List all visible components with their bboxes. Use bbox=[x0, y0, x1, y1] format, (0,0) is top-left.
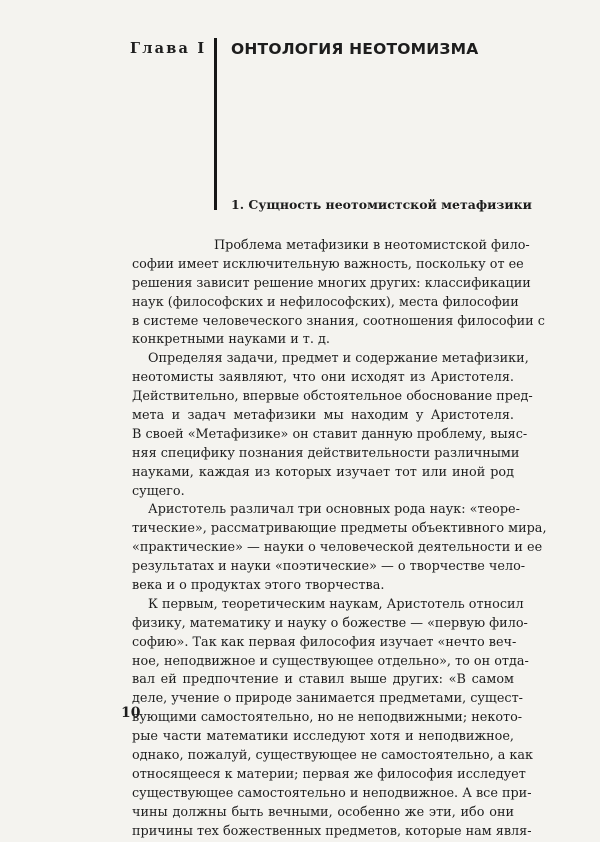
text-line: «практические» — науки о человеческой деятельности и ее bbox=[132, 540, 543, 556]
text-line: вал ей предпочтение и ставил выше других: «В самом bbox=[132, 672, 514, 688]
text-line: деле, учение о природе занимается предметами, сущест- bbox=[132, 691, 523, 707]
section-title: 1. Сущность неотомистской метафизики bbox=[231, 197, 532, 212]
text-line: науками, каждая из которых изучает тот или иной род bbox=[132, 464, 514, 480]
text-line: физику, математику и науку о божестве — «первую фило- bbox=[132, 615, 528, 631]
text-line: существующее самостоятельно и неподвижное. А все при- bbox=[132, 785, 532, 801]
text-line: софии имеет исключительную важность, поскольку от ее bbox=[132, 256, 524, 272]
chapter-title: ОНТОЛОГИЯ НЕОТОМИЗМА bbox=[231, 40, 479, 58]
body-text bbox=[132, 237, 547, 842]
page-number: 10 bbox=[121, 705, 141, 721]
text-line: неотомисты заявляют, что они исходят из Аристотеля. bbox=[132, 370, 514, 386]
text-line: софию». Так как первая философия изучает «нечто веч- bbox=[132, 634, 517, 650]
text-line: чины должны быть вечными, особенно же эти, ибо они bbox=[132, 804, 514, 820]
text-line: няя специфику познания действительности различными bbox=[132, 445, 520, 461]
text-line: в системе человеческого знания, соотношения философии с bbox=[132, 313, 545, 329]
text-line: века и о продуктах этого творчества. bbox=[132, 578, 385, 594]
text-line: результатах и науки «поэтические» — о творчестве чело- bbox=[132, 559, 526, 575]
text-line: Определяя задачи, предмет и содержание метафизики, bbox=[148, 351, 529, 367]
text-line: вующими самостоятельно, но не неподвижными; некото- bbox=[132, 710, 523, 726]
text-line: решения зависит решение многих других: классификации bbox=[132, 275, 531, 291]
text-line: наук (философских и нефилософских), места философии bbox=[132, 294, 519, 310]
text-line: относящееся к материи; первая же философия исследует bbox=[132, 766, 526, 782]
text-line: причины тех божественных предметов, которые нам явля- bbox=[132, 823, 532, 839]
text-line: К первым, теоретическим наукам, Аристотель относил bbox=[148, 596, 524, 612]
text-line: мета и задач метафизики мы находим у Аристотеля. bbox=[132, 408, 514, 424]
chapter-label: Глава I bbox=[130, 40, 207, 57]
text-line: ное, неподвижное и существующее отдельно», то он отда- bbox=[132, 653, 529, 669]
text-line: Аристотель различал три основных рода наук: «теоре- bbox=[148, 502, 520, 518]
text-line: тические», рассматривающие предметы объективного мира, bbox=[132, 521, 547, 537]
text-line: сущего. bbox=[132, 483, 185, 499]
text-line: рые части математики исследуют хотя и неподвижное, bbox=[132, 729, 514, 745]
text-line: В своей «Метафизике» он ставит данную проблему, выяс- bbox=[132, 426, 528, 442]
chapter-divider-rule bbox=[214, 38, 217, 210]
text-line: Проблема метафизики в неотомистской фило- bbox=[214, 238, 530, 253]
text-line: Действительно, впервые обстоятельное обоснование пред- bbox=[132, 389, 533, 405]
text-line: конкретными науками и т. д. bbox=[132, 332, 330, 348]
text-line: однако, пожалуй, существующее не самостоятельно, а как bbox=[132, 748, 534, 764]
